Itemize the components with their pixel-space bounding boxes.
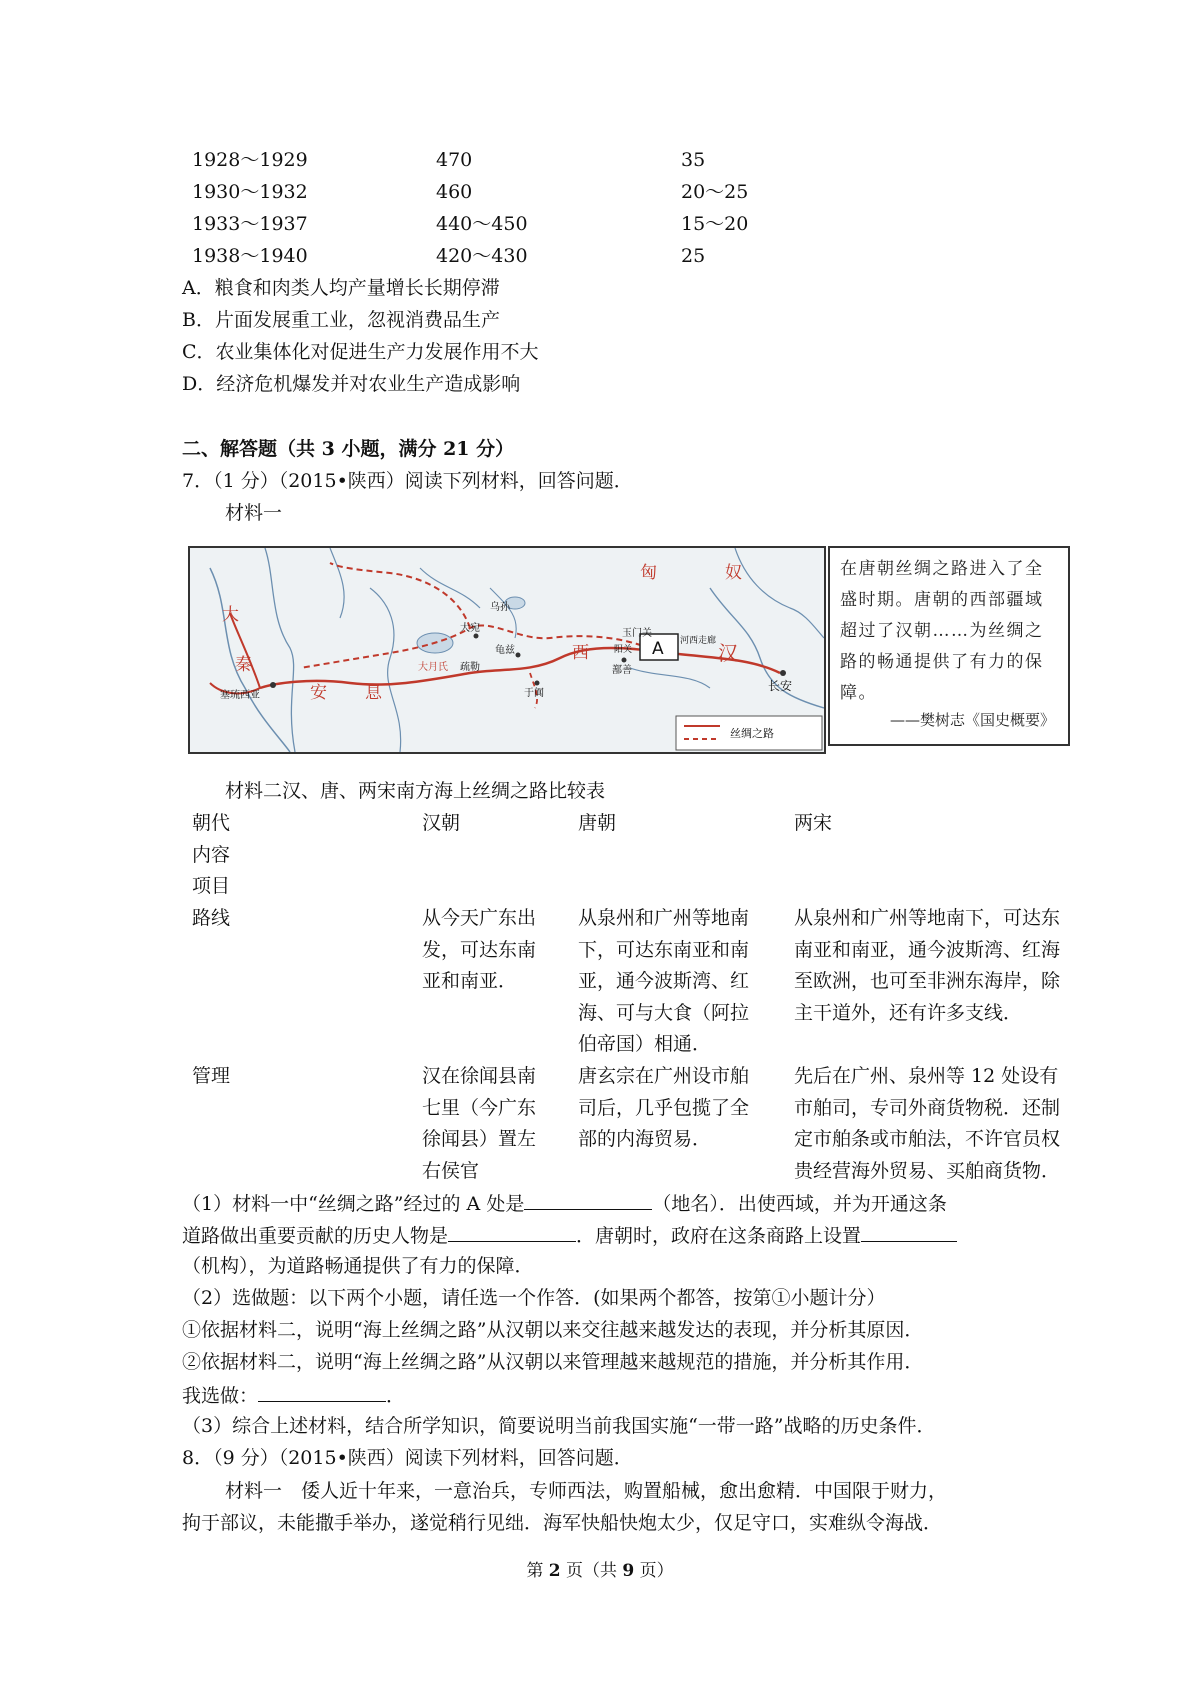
cell-line: 发，可达东南 (422, 938, 537, 961)
table-cell: 1933～1937 (192, 213, 308, 235)
table-row (0, 177, 1200, 207)
material-2-title: 材料二汉、唐、两宋南方海上丝绸之路比较表 (225, 780, 606, 802)
text: ．唐朝时，政府在这条商路上设置 (576, 1225, 862, 1247)
table-cell: 1930～1932 (192, 181, 308, 203)
table-row (0, 241, 1200, 271)
map-label: 西 (572, 643, 589, 663)
table-cell: 470 (436, 149, 473, 171)
sub-question-2-option-1: ①依据材料二，说明“海上丝绸之路”从汉朝以来交往越来越发达的表现，并分析其原因． (182, 1319, 924, 1341)
cell-line: 南亚和南亚，通今波斯湾、红海 (794, 938, 1061, 961)
text: （地名）．出使西域，并为开通这条 (652, 1193, 947, 1215)
page-footer (0, 1556, 1200, 1581)
text: 第 (526, 1561, 549, 1581)
answer-blank-person[interactable] (448, 1219, 576, 1242)
map-label: 玉门关 (622, 628, 652, 639)
dynasty-song: 两宋 (794, 812, 833, 834)
choose-line (182, 1379, 405, 1411)
cell-line: 定市舶条或市舶法，不许官员权 (794, 1128, 1061, 1150)
table-row (0, 209, 1200, 239)
text: 页） (634, 1561, 674, 1581)
table-cell: 420～430 (436, 245, 528, 267)
sub-question-2-option-2: ②依据材料二，说明“海上丝绸之路”从汉朝以来管理越来越规范的措施，并分析其作用． (182, 1351, 924, 1373)
table-cell: 460 (436, 181, 473, 203)
cell-line: 汉在徐闻县南 (422, 1065, 537, 1087)
row-label-route: 路线 (192, 907, 231, 929)
cell-line: 唐玄宗在广州设市舶 (578, 1065, 750, 1087)
cell-line: 主干道外，还有许多支线． (794, 1001, 1023, 1024)
q8-material-1-line-2: 拘于部议，未能撒手举办，遂觉稍行见绌．海军快船快炮太少，仅足守口，实难纵令海战． (182, 1512, 943, 1534)
dynasty-tang: 唐朝 (578, 812, 617, 834)
table-cell: 1928～1929 (192, 149, 308, 171)
cell-line: 部的内海贸易． (578, 1128, 712, 1150)
sub-question-1-end: （机构），为道路畅通提供了有力的保障． (182, 1255, 534, 1277)
cell-line: 伯帝国）相通． (578, 1033, 712, 1055)
option-c: C．农业集体化对促进生产力发展作用不大 (182, 341, 539, 363)
map-label: 匈 (640, 563, 657, 583)
text: ． (386, 1385, 406, 1407)
cell-route-han (422, 903, 536, 998)
map-label: 大月氏 (418, 662, 448, 673)
material-1-label: 材料一 (225, 502, 283, 524)
cell-line: 市舶司，专司外商货物税．还制 (794, 1096, 1061, 1119)
map-label: 乌孙 (490, 602, 510, 613)
q8-material-1-line-1: 材料一 倭人近十年来，一意治兵，专师西法，购置船械，愈出愈精．中国限于财力， (225, 1480, 948, 1502)
table-cell: 440～450 (436, 213, 528, 235)
option-a: A．粮食和肉类人均产量增长长期停滞 (182, 277, 500, 299)
map-svg (190, 548, 824, 752)
map-label-a: A (652, 639, 664, 659)
legend-label: 丝绸之路 (730, 727, 774, 740)
map-label: 大宛 (460, 623, 480, 634)
table-cell: 1938～1940 (192, 245, 308, 267)
dynasty-han: 汉朝 (422, 812, 461, 834)
table-cell: 20～25 (681, 181, 749, 203)
map-label: 塞琉西亚 (220, 690, 260, 701)
cell-line: 海、可与大食（阿拉 (578, 1001, 750, 1024)
quote-text: 在唐朝丝绸之路进入了全盛时期。唐朝的西部疆域超过了汉朝……为丝绸之路的畅通提供了有力的保障。 (840, 559, 1044, 703)
cell-manage-song (794, 1061, 1060, 1187)
cell-line: 至欧洲，也可至非洲东海岸，除 (794, 970, 1061, 992)
map-label: 大 (222, 605, 239, 625)
cell-line: 下，可达东南亚和南 (578, 938, 750, 961)
map-label: 长安 (768, 679, 793, 693)
map-label: 安 (310, 683, 327, 703)
cell-line: 从泉州和广州等地南下，可达东 (794, 907, 1061, 929)
question-8-heading: 8．（9 分）（2015•陕西）阅读下列材料，回答问题． (182, 1447, 633, 1469)
option-d: D．经济危机爆发并对农业生产造成影响 (182, 373, 521, 395)
sub-question-1 (182, 1187, 947, 1219)
cell-line: 从泉州和广州等地南 (578, 907, 750, 929)
sub-question-1-cont (182, 1219, 957, 1251)
text: 我选做： (182, 1385, 259, 1407)
question-7-heading: 7．（1 分）（2015•陕西）阅读下列材料，回答问题． (182, 470, 633, 492)
map-label: 鄯善 (612, 665, 632, 676)
cell-line: 右侯官 (422, 1159, 480, 1182)
map-label: 疏勒 (460, 662, 480, 673)
text: 道路做出重要贡献的历史人物是 (182, 1225, 449, 1247)
sub-question-3: （3）综合上述材料，结合所学知识，简要说明当前我国实施“一带一路”战略的历史条件． (182, 1415, 936, 1437)
cell-line: 司后，几乎包揽了全 (578, 1096, 750, 1119)
silk-road-map (188, 546, 826, 754)
table-row (0, 145, 1200, 175)
table-cell: 35 (681, 149, 706, 171)
cell-line: 徐闻县）置左 (422, 1128, 537, 1150)
map-label: 河西走廊 (680, 636, 717, 646)
cell-line: 贵经营海外贸易、买舶商货物． (794, 1159, 1061, 1182)
option-b: B．片面发展重工业，忽视消费品生产 (182, 309, 500, 331)
map-label: 息 (365, 683, 382, 703)
map-label: 奴 (725, 563, 742, 583)
table-cell: 15～20 (681, 213, 749, 235)
answer-blank-choice[interactable] (258, 1379, 386, 1402)
header-item: 项目 (192, 875, 231, 897)
map-label: 于阗 (524, 688, 544, 699)
section-title: 二、解答题（共 3 小题，满分 21 分） (182, 438, 515, 460)
cell-line: 亚，通今波斯湾、红 (578, 970, 750, 992)
answer-blank-agency[interactable] (861, 1219, 957, 1242)
map-label: 秦 (235, 655, 252, 675)
map-label: 阳关 (614, 645, 633, 655)
map-label: 汉 (718, 641, 738, 665)
answer-blank-place[interactable] (524, 1187, 652, 1210)
cell-line: 从今天广东出 (422, 907, 537, 929)
table-cell: 25 (681, 245, 706, 267)
cell-manage-han (422, 1061, 536, 1187)
cell-route-song (794, 903, 1060, 1029)
sub-question-2: （2）选做题：以下两个小题，请任选一个作答．(如果两个都答，按第①小题计分） (182, 1287, 886, 1309)
header-dynasty: 朝代 (192, 812, 231, 834)
cell-line: 七里（今广东 (422, 1096, 537, 1119)
text: 页（共 (560, 1561, 623, 1581)
cell-manage-tang (578, 1061, 749, 1156)
header-content: 内容 (192, 844, 231, 866)
page-number: 2 (548, 1561, 561, 1581)
total-pages: 9 (622, 1561, 635, 1581)
quote-box (828, 546, 1070, 746)
row-label-manage: 管理 (192, 1065, 231, 1087)
cell-line: 先后在广州、泉州等 12 处设有 (794, 1065, 1059, 1087)
text: （1）材料一中“丝绸之路”经过的 A 处是 (182, 1193, 525, 1215)
cell-line: 亚和南亚． (422, 970, 518, 992)
quote-source: ——樊树志《国史概要》 (890, 711, 1056, 729)
cell-route-tang (578, 903, 749, 1061)
map-label: 龟兹 (495, 645, 515, 656)
